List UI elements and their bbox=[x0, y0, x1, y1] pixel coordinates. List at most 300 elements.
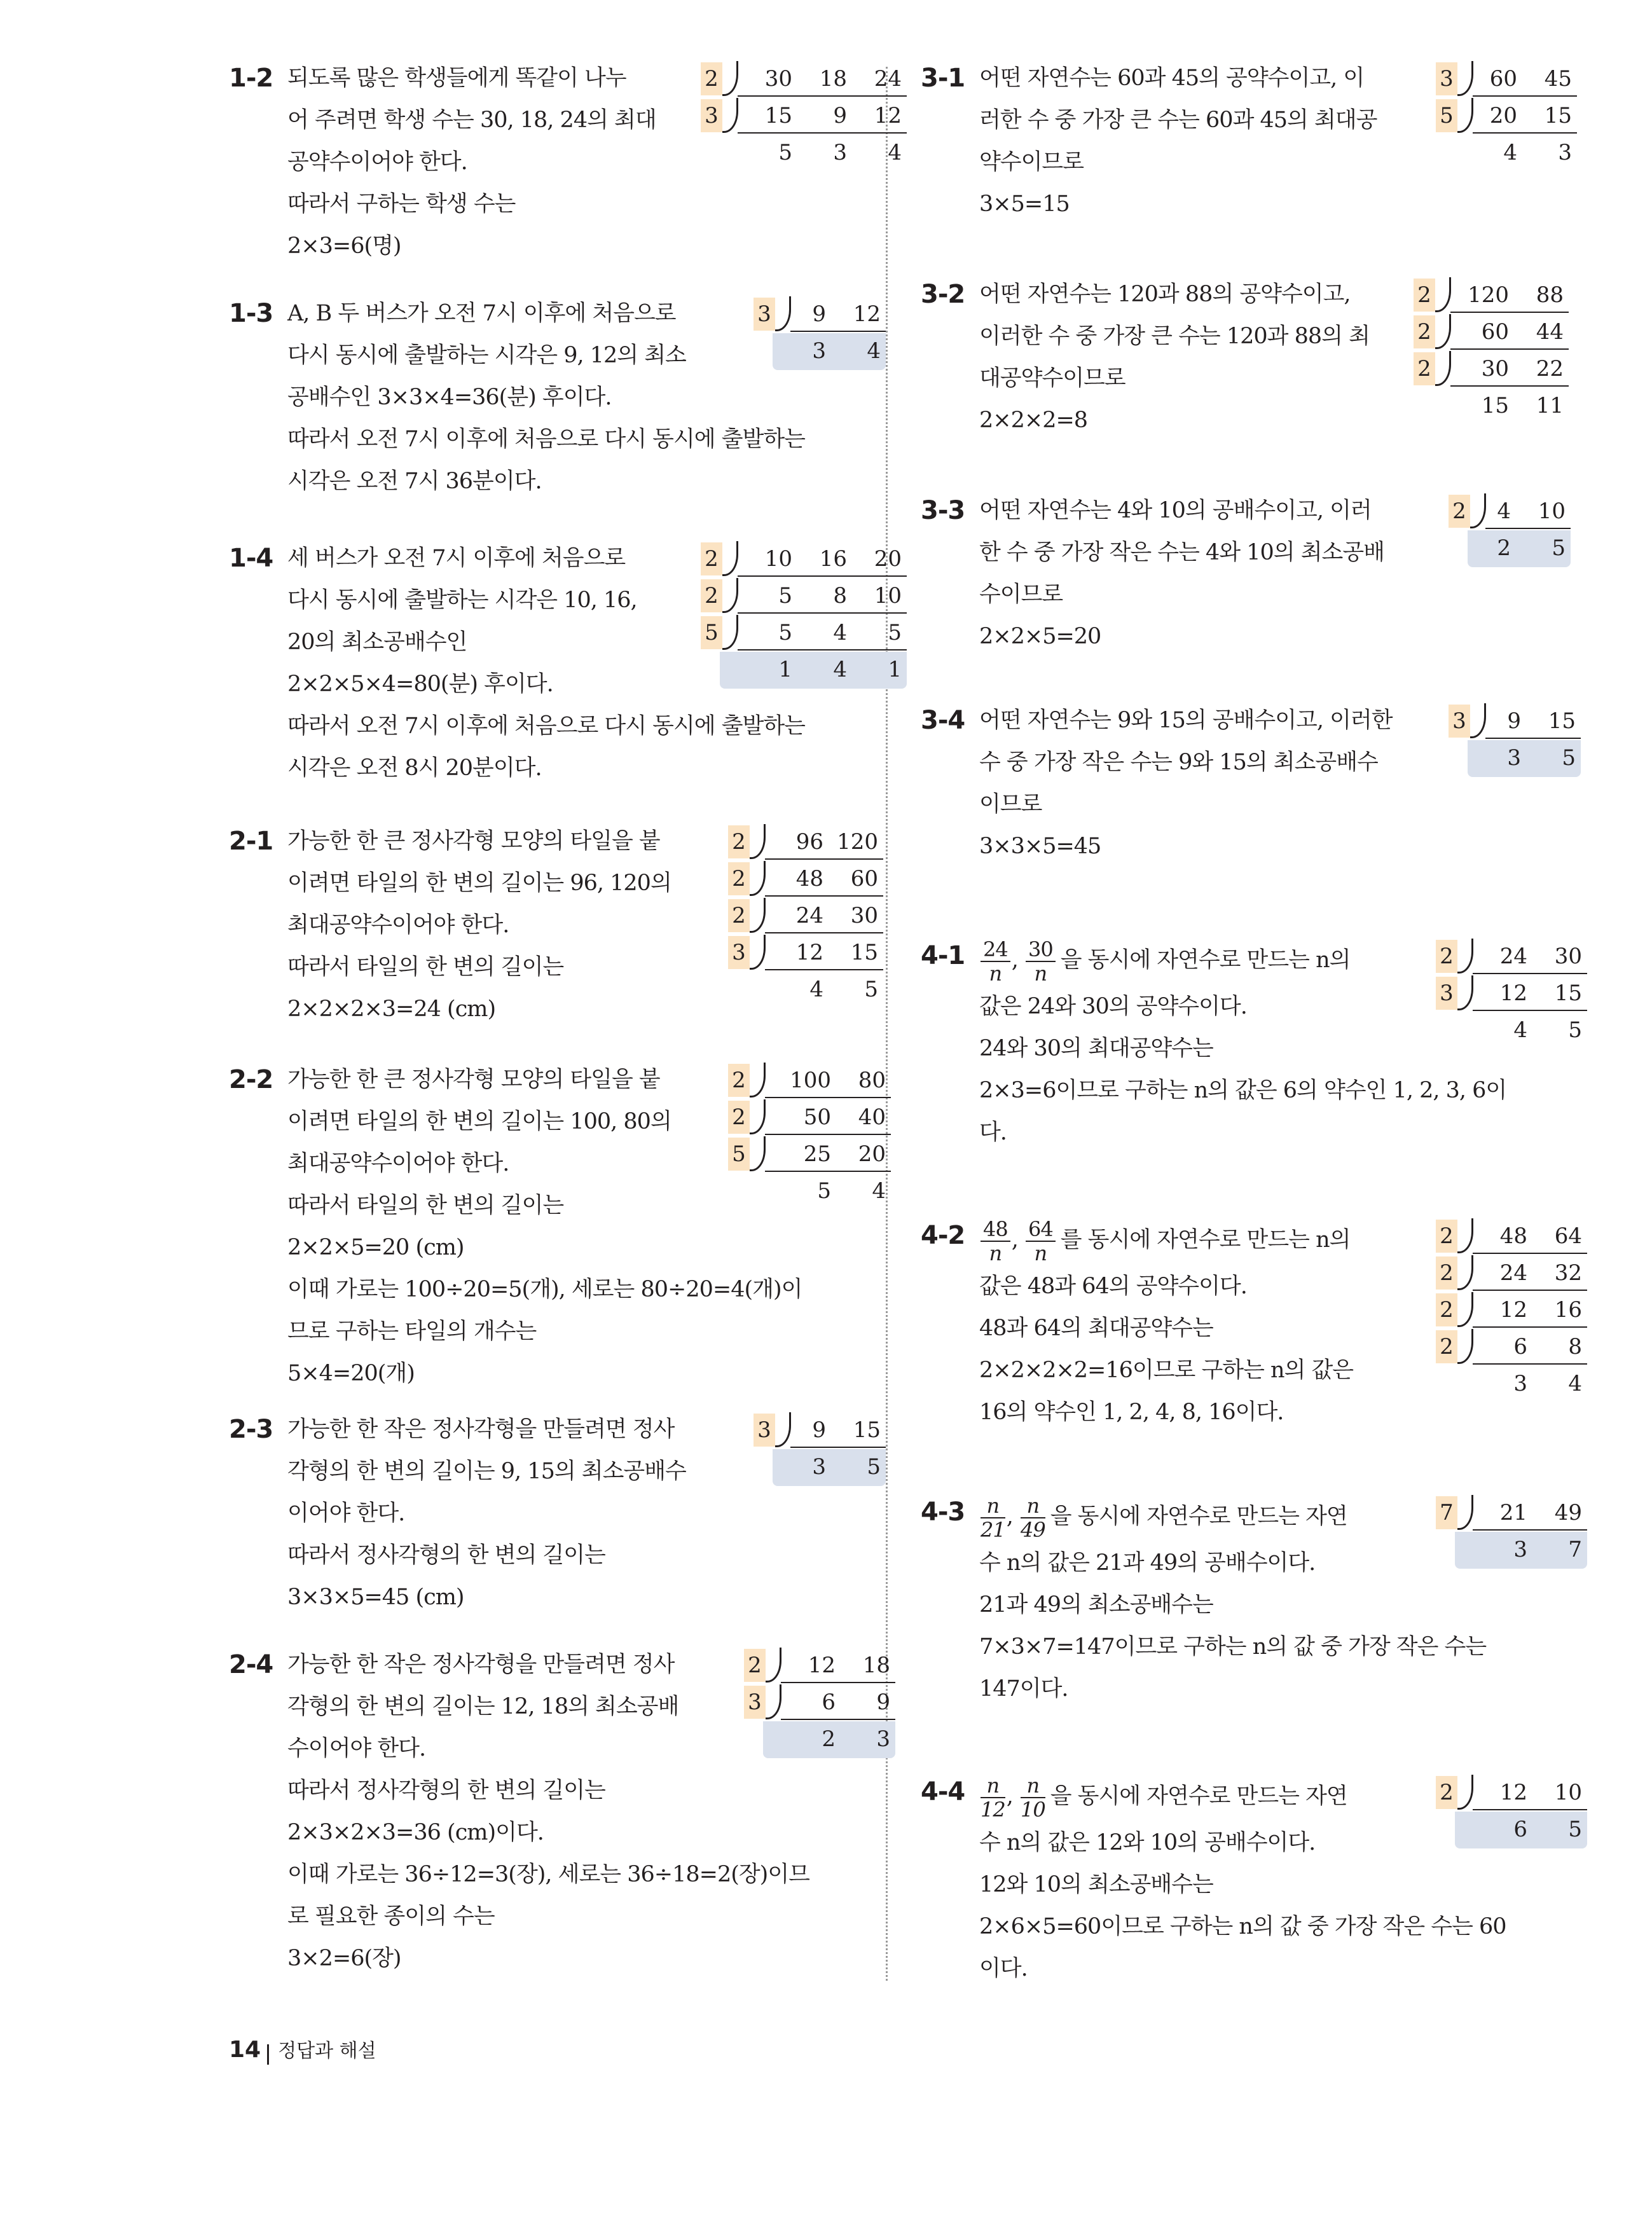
ladder-underline bbox=[765, 969, 883, 970]
solution-line: 3×3×5=45 bbox=[979, 834, 1101, 859]
solution-line: 가능한 한 작은 정사각형을 만들려면 정사 bbox=[287, 1652, 675, 1677]
ladder-result-value: 5 bbox=[867, 1454, 881, 1480]
fraction-denominator: n bbox=[989, 961, 1002, 986]
ladder-divisor: 2 bbox=[1436, 1220, 1457, 1253]
ladder-result-value: 2 bbox=[822, 1726, 836, 1752]
ladder-underline bbox=[765, 858, 883, 860]
fraction-numerator: n bbox=[1021, 1496, 1045, 1518]
problem-number: 3-3 bbox=[921, 496, 965, 525]
fraction-denominator: 10 bbox=[1020, 1797, 1045, 1822]
ladder-result-row bbox=[1414, 388, 1569, 425]
ladder-result-value: 3 bbox=[876, 1726, 890, 1752]
fraction-denominator: 49 bbox=[1020, 1517, 1045, 1542]
ladder-underline bbox=[1473, 1363, 1587, 1365]
problem-number: 3-1 bbox=[921, 64, 965, 93]
ladder-value: 48 bbox=[795, 866, 823, 891]
ladder-row bbox=[728, 898, 883, 935]
ladder-divisor: 3 bbox=[1436, 977, 1457, 1010]
ladder-divisor: 2 bbox=[744, 1649, 766, 1682]
solution-line: 한 수 중 가장 작은 수는 4와 10의 최소공배 bbox=[979, 540, 1384, 565]
ladder-value: 9 bbox=[876, 1690, 890, 1715]
ladder-bracket bbox=[750, 1063, 766, 1098]
ladder-result-row bbox=[1436, 1012, 1587, 1049]
ladder-underline bbox=[1473, 1290, 1587, 1291]
fraction-denominator: 12 bbox=[981, 1797, 1005, 1822]
ladder-value: 25 bbox=[803, 1141, 831, 1167]
ladder-underline bbox=[790, 331, 886, 332]
ladder-result-value: 15 bbox=[1481, 393, 1509, 418]
solution-line: 가능한 한 큰 정사각형 모양의 타일을 붙 bbox=[287, 1067, 660, 1092]
ladder-result-value: 5 bbox=[1562, 745, 1576, 771]
ladder-divisor: 2 bbox=[701, 62, 722, 95]
ladder-value: 60 bbox=[850, 866, 878, 891]
ladder-value: 44 bbox=[1536, 319, 1564, 345]
solution-line: 므로 구하는 타일의 개수는 bbox=[287, 1319, 537, 1344]
solution-line: 가능한 한 큰 정사각형 모양의 타일을 붙 bbox=[287, 829, 660, 854]
ladder-value: 12 bbox=[1499, 1780, 1527, 1805]
fraction-numerator: 24 bbox=[981, 939, 1010, 962]
solution-line: 세 버스가 오전 7시 이후에 처음으로 bbox=[287, 546, 626, 571]
ladder-value: 120 bbox=[837, 829, 878, 855]
ladder-value: 12 bbox=[808, 1653, 836, 1678]
ladder-result-row bbox=[1468, 740, 1581, 777]
ladder-row bbox=[754, 296, 886, 333]
ladder-division bbox=[754, 1412, 886, 1486]
solution-line: 약수이므로 bbox=[979, 149, 1084, 175]
ladder-value: 16 bbox=[1554, 1297, 1582, 1323]
ladder-result-value: 3 bbox=[812, 338, 826, 364]
ladder-bracket bbox=[750, 898, 766, 933]
ladder-underline bbox=[781, 1682, 895, 1683]
ladder-divisor: 2 bbox=[1436, 1330, 1457, 1363]
ladder-bracket bbox=[1457, 975, 1473, 1010]
ladder-result-value: 5 bbox=[778, 140, 792, 165]
ladder-division bbox=[728, 824, 883, 1008]
ladder-row bbox=[1436, 98, 1577, 135]
ladder-result-row bbox=[1436, 1366, 1587, 1403]
ladder-result-row bbox=[701, 135, 907, 172]
ladder-underline bbox=[1450, 348, 1569, 350]
solution-line: 따라서 타일의 한 변의 길이는 bbox=[287, 1193, 564, 1218]
ladder-value: 15 bbox=[1548, 708, 1576, 734]
ladder-row bbox=[728, 1136, 891, 1173]
fraction bbox=[1020, 1493, 1045, 1542]
ladder-divisor: 3 bbox=[754, 1414, 775, 1447]
ladder-underline bbox=[765, 895, 883, 897]
ladder-underline bbox=[1473, 1253, 1587, 1254]
solution-line: 수 n의 값은 21과 49의 공배수이다. bbox=[979, 1550, 1316, 1576]
ladder-result-value: 5 bbox=[1568, 1017, 1582, 1043]
solution-line: 수이므로 bbox=[979, 582, 1063, 607]
ladder-divisor: 3 bbox=[1436, 62, 1457, 95]
ladder-value: 24 bbox=[874, 66, 902, 92]
ladder-underline bbox=[738, 575, 907, 577]
ladder-value: 15 bbox=[764, 103, 792, 128]
ladder-row bbox=[701, 615, 907, 652]
ladder-result-value: 5 bbox=[1568, 1817, 1582, 1842]
solution-line: 16의 약수인 1, 2, 4, 8, 16이다. bbox=[979, 1400, 1284, 1425]
ladder-value: 80 bbox=[858, 1068, 886, 1093]
solution-line: 어떤 자연수는 120과 88의 공약수이고, bbox=[979, 282, 1351, 307]
ladder-divisor: 5 bbox=[1436, 99, 1457, 132]
ladder-value: 12 bbox=[1499, 981, 1527, 1006]
ladder-divisor: 2 bbox=[728, 1101, 750, 1134]
solution-line: 7×3×7=147이므로 구하는 n의 값 중 가장 작은 수는 bbox=[979, 1634, 1487, 1660]
solution-line: 되도록 많은 학생들에게 똑같이 나누 bbox=[287, 65, 626, 91]
ladder-divisor: 2 bbox=[728, 899, 750, 932]
solution-line: 2×2×2×2=16이므로 구하는 n의 값은 bbox=[979, 1358, 1354, 1383]
ladder-value: 60 bbox=[1481, 319, 1509, 345]
ladder-row bbox=[701, 98, 907, 135]
solution-line: 147이다. bbox=[979, 1676, 1068, 1702]
ladder-result-row bbox=[720, 652, 907, 689]
ladder-bracket bbox=[750, 861, 766, 896]
solution-line: 이어야 한다. bbox=[287, 1501, 405, 1526]
ladder-value: 96 bbox=[795, 829, 823, 855]
ladder-underline bbox=[1473, 132, 1577, 134]
solution-line: 이때 가로는 100÷20=5(개), 세로는 80÷20=4(개)이 bbox=[287, 1277, 802, 1302]
ladder-bracket bbox=[722, 615, 738, 650]
ladder-value: 4 bbox=[1497, 499, 1511, 524]
ladder-value: 10 bbox=[874, 583, 902, 609]
ladder-result-value: 4 bbox=[833, 657, 847, 682]
ladder-value: 15 bbox=[1544, 103, 1572, 128]
ladder-value: 100 bbox=[790, 1068, 831, 1093]
page-footer bbox=[229, 2035, 376, 2065]
solution-line: 12와 10의 최소공배수는 bbox=[979, 1872, 1213, 1897]
ladder-row bbox=[1436, 939, 1587, 975]
solution-line: 3×2=6(장) bbox=[287, 1946, 401, 1971]
ladder-division bbox=[754, 296, 886, 370]
ladder-row bbox=[728, 861, 883, 898]
ladder-row bbox=[1436, 1775, 1587, 1812]
ladder-value: 5 bbox=[888, 620, 902, 645]
ladder-underline bbox=[790, 1447, 886, 1448]
ladder-value: 15 bbox=[850, 940, 878, 965]
ladder-underline bbox=[765, 1097, 891, 1098]
ladder-division bbox=[728, 1063, 891, 1210]
ladder-value: 20 bbox=[1489, 103, 1517, 128]
solution-line: 어떤 자연수는 9와 15의 공배수이고, 이러한 bbox=[979, 708, 1393, 733]
fraction-numerator: 48 bbox=[981, 1219, 1010, 1242]
ladder-row bbox=[1449, 493, 1571, 530]
ladder-divisor: 2 bbox=[728, 825, 750, 858]
ladder-value: 12 bbox=[795, 940, 823, 965]
ladder-divisor: 5 bbox=[701, 616, 722, 649]
solution-line: 공배수인 3×3×4=36(분) 후이다. bbox=[287, 385, 612, 410]
ladder-result-value: 4 bbox=[809, 977, 823, 1002]
ladder-row bbox=[728, 935, 883, 972]
ladder-value: 18 bbox=[862, 1653, 890, 1678]
ladder-result-value: 4 bbox=[888, 140, 902, 165]
solution-line: $\frac{24}{n}$ , $\frac{30}{n}$ 을 동시에 자연수로 만드는 n의 bbox=[979, 935, 1539, 986]
solution-line: 가능한 한 작은 정사각형을 만들려면 정사 bbox=[287, 1417, 675, 1442]
problem-number: 2-4 bbox=[229, 1650, 273, 1679]
ladder-division bbox=[1436, 939, 1587, 1049]
solution-line: 값은 24와 30의 공약수이다. bbox=[979, 994, 1247, 1019]
ladder-value: 5 bbox=[778, 620, 792, 645]
ladder-row bbox=[1436, 975, 1587, 1012]
ladder-divisor: 2 bbox=[701, 542, 722, 575]
ladder-underline bbox=[1473, 1529, 1587, 1531]
solution-line: 2×6×5=60이므로 구하는 n의 값 중 가장 작은 수는 60 bbox=[979, 1914, 1506, 1939]
solution-text: 을 동시에 자연수로 만드는 자연 bbox=[1050, 1784, 1347, 1809]
solution-line: 이다. bbox=[979, 1956, 1028, 1981]
ladder-divisor: 2 bbox=[1414, 315, 1435, 348]
ladder-result-value: 1 bbox=[888, 657, 902, 682]
solution-line: 24와 30의 최대공약수는 bbox=[979, 1036, 1213, 1061]
solution-line: 이러한 수 중 가장 큰 수는 120과 88의 최 bbox=[979, 324, 1370, 349]
ladder-division bbox=[1414, 277, 1569, 425]
ladder-underline bbox=[738, 612, 907, 614]
solution-line: 다. bbox=[979, 1120, 1007, 1145]
ladder-result-row bbox=[728, 972, 883, 1008]
ladder-underline bbox=[1485, 528, 1571, 529]
ladder-divisor: 2 bbox=[1436, 1776, 1457, 1809]
ladder-result-value: 3 bbox=[1507, 745, 1521, 771]
footer-divider bbox=[267, 2044, 269, 2065]
ladder-bracket bbox=[1457, 1775, 1473, 1810]
solution-line: 따라서 정사각형의 한 변의 길이는 bbox=[287, 1778, 605, 1803]
fraction-denominator: n bbox=[1034, 961, 1047, 986]
ladder-value: 5 bbox=[778, 583, 792, 609]
ladder-divisor: 2 bbox=[728, 1064, 750, 1097]
solution-line: $\frac{48}{n}$ , $\frac{64}{n}$ 를 동시에 자연수로 만드는 n의 bbox=[979, 1215, 1539, 1265]
ladder-value: 9 bbox=[812, 301, 826, 327]
ladder-value: 32 bbox=[1554, 1260, 1582, 1286]
ladder-value: 8 bbox=[833, 583, 847, 609]
ladder-row bbox=[744, 1648, 895, 1684]
ladder-result-row bbox=[1455, 1532, 1587, 1569]
solution-text: 을 동시에 자연수로 만드는 자연 bbox=[1050, 1504, 1347, 1529]
ladder-bracket bbox=[1457, 1218, 1473, 1253]
ladder-row bbox=[728, 824, 883, 861]
ladder-bracket bbox=[750, 1136, 766, 1171]
ladder-result-row bbox=[773, 1449, 886, 1486]
ladder-division bbox=[1449, 703, 1581, 777]
ladder-value: 12 bbox=[874, 103, 902, 128]
solution-line: 로 필요한 종이의 수는 bbox=[287, 1904, 495, 1929]
fraction-denominator: n bbox=[1034, 1241, 1047, 1265]
fraction bbox=[981, 1775, 1005, 1820]
solution-line: 2×2×5=20 (cm) bbox=[287, 1235, 464, 1260]
ladder-value: 9 bbox=[833, 103, 847, 128]
ladder-value: 20 bbox=[874, 546, 902, 572]
ladder-row bbox=[744, 1684, 895, 1721]
ladder-row bbox=[701, 61, 907, 98]
fraction bbox=[981, 1493, 1005, 1542]
ladder-value: 9 bbox=[812, 1417, 826, 1443]
ladder-value: 30 bbox=[764, 66, 792, 92]
ladder-divisor: 3 bbox=[744, 1686, 766, 1719]
solution-line: $\frac{n}{12}$ , $\frac{n}{10}$ 을 동시에 자연수로 만드는 자연 bbox=[981, 1773, 1347, 1822]
ladder-division bbox=[701, 61, 907, 172]
ladder-row bbox=[1414, 314, 1569, 351]
ladder-bracket bbox=[1435, 351, 1451, 386]
ladder-bracket bbox=[1435, 314, 1451, 349]
solution-line: 러한 수 중 가장 큰 수는 60과 45의 최대공 bbox=[979, 107, 1377, 133]
solution-text: 를 동시에 자연수로 만드는 n의 bbox=[1060, 1227, 1351, 1253]
ladder-divisor: 3 bbox=[754, 298, 775, 331]
ladder-underline bbox=[738, 132, 907, 134]
fraction-numerator: n bbox=[981, 1775, 1005, 1798]
ladder-divisor: 3 bbox=[728, 936, 750, 969]
fraction-denominator: 21 bbox=[981, 1517, 1005, 1542]
ladder-underline bbox=[781, 1719, 895, 1720]
ladder-underline bbox=[1450, 312, 1569, 313]
solution-line: 이때 가로는 36÷12=3(장), 세로는 36÷18=2(장)이므 bbox=[287, 1862, 809, 1887]
ladder-result-value: 4 bbox=[1503, 140, 1517, 165]
ladder-row bbox=[701, 578, 907, 615]
solution-line: 따라서 오전 7시 이후에 처음으로 다시 동시에 출발하는 bbox=[287, 713, 805, 739]
solution-line: 20의 최소공배수인 bbox=[287, 630, 467, 655]
fraction-numerator: n bbox=[1021, 1775, 1045, 1798]
fraction bbox=[1026, 1216, 1056, 1265]
solution-line: 어 주려면 학생 수는 30, 18, 24의 최대 bbox=[287, 107, 656, 133]
fraction-numerator: n bbox=[981, 1496, 1005, 1518]
ladder-underline bbox=[1473, 1010, 1587, 1011]
ladder-bracket bbox=[1470, 703, 1486, 738]
ladder-value: 30 bbox=[1481, 356, 1509, 382]
solution-line: 2×3×2×3=36 (cm)이다. bbox=[287, 1820, 544, 1845]
ladder-bracket bbox=[722, 541, 738, 576]
ladder-divisor: 7 bbox=[1436, 1496, 1457, 1529]
ladder-result-value: 4 bbox=[1568, 1371, 1582, 1396]
ladder-bracket bbox=[750, 1099, 766, 1134]
ladder-row bbox=[1414, 277, 1569, 314]
ladder-row bbox=[728, 1099, 891, 1136]
problem-number: 4-4 bbox=[921, 1777, 965, 1807]
ladder-division bbox=[701, 541, 907, 689]
ladder-result-value: 3 bbox=[833, 140, 847, 165]
problem-number: 1-4 bbox=[229, 544, 273, 573]
ladder-divisor: 2 bbox=[701, 579, 722, 612]
ladder-value: 10 bbox=[1538, 499, 1566, 524]
fraction-denominator: n bbox=[989, 1241, 1002, 1265]
ladder-row bbox=[1436, 1292, 1587, 1329]
solution-line: 수이어야 한다. bbox=[287, 1736, 426, 1761]
ladder-value: 60 bbox=[1489, 66, 1517, 92]
solution-line: A, B 두 버스가 오전 7시 이후에 처음으로 bbox=[287, 301, 676, 326]
ladder-division bbox=[1449, 493, 1571, 567]
ladder-bracket bbox=[1457, 939, 1473, 974]
problem-number: 3-2 bbox=[921, 280, 965, 309]
ladder-divisor: 2 bbox=[1414, 279, 1435, 312]
ladder-value: 15 bbox=[1554, 981, 1582, 1006]
ladder-underline bbox=[1450, 385, 1569, 387]
ladder-divisor: 3 bbox=[701, 99, 722, 132]
ladder-value: 24 bbox=[795, 903, 823, 928]
ladder-value: 15 bbox=[853, 1417, 881, 1443]
ladder-underline bbox=[1473, 1326, 1587, 1328]
ladder-row bbox=[1449, 703, 1581, 740]
ladder-bracket bbox=[1457, 1255, 1473, 1290]
solution-line: 각형의 한 변의 길이는 9, 15의 최소공배수 bbox=[287, 1459, 686, 1484]
ladder-value: 6 bbox=[1513, 1334, 1527, 1359]
ladder-result-row bbox=[1436, 135, 1577, 172]
ladder-value: 88 bbox=[1536, 282, 1564, 308]
fraction-numerator: 64 bbox=[1026, 1219, 1056, 1242]
solution-line: 따라서 오전 7시 이후에 처음으로 다시 동시에 출발하는 bbox=[287, 427, 805, 452]
solution-line: 21과 49의 최소공배수는 bbox=[979, 1592, 1213, 1618]
solution-line: 2×2×5=20 bbox=[979, 624, 1101, 649]
ladder-bracket bbox=[1457, 1292, 1473, 1327]
solution-line: 따라서 정사각형의 한 변의 길이는 bbox=[287, 1543, 605, 1568]
ladder-value: 22 bbox=[1536, 356, 1564, 382]
problem-number: 4-3 bbox=[921, 1497, 965, 1527]
solution-line: 2×2×5×4=80(분) 후이다. bbox=[287, 671, 553, 697]
footer-label: 정답과 해설 bbox=[278, 2040, 376, 2062]
ladder-result-value: 3 bbox=[1513, 1537, 1527, 1562]
ladder-divisor: 2 bbox=[1436, 940, 1457, 973]
ladder-bracket bbox=[1435, 277, 1451, 312]
ladder-result-row bbox=[1468, 530, 1571, 567]
ladder-bracket bbox=[1457, 98, 1473, 133]
solution-line: 각형의 한 변의 길이는 12, 18의 최소공배 bbox=[287, 1694, 679, 1719]
ladder-value: 18 bbox=[819, 66, 847, 92]
ladder-bracket bbox=[775, 296, 791, 331]
solution-line: 따라서 타일의 한 변의 길이는 bbox=[287, 954, 564, 980]
ladder-bracket bbox=[1470, 493, 1486, 528]
ladder-value: 64 bbox=[1554, 1223, 1582, 1249]
ladder-value: 30 bbox=[850, 903, 878, 928]
fraction bbox=[1026, 939, 1056, 984]
ladder-value: 9 bbox=[1507, 708, 1521, 734]
solution-line: 2×3=6(명) bbox=[287, 233, 401, 259]
ladder-underline bbox=[738, 95, 907, 97]
solution-line: 이려면 타일의 한 변의 길이는 100, 80의 bbox=[287, 1109, 671, 1134]
ladder-value: 50 bbox=[803, 1105, 831, 1130]
fraction bbox=[1021, 1775, 1045, 1820]
solution-line: 따라서 구하는 학생 수는 bbox=[287, 191, 516, 217]
ladder-result-value: 5 bbox=[817, 1178, 831, 1204]
problem-number: 4-2 bbox=[921, 1221, 965, 1250]
ladder-value: 24 bbox=[1499, 1260, 1527, 1286]
problem-number: 3-4 bbox=[921, 706, 965, 735]
ladder-row bbox=[728, 1063, 891, 1099]
ladder-value: 12 bbox=[853, 301, 881, 327]
fraction-numerator: 30 bbox=[1026, 939, 1056, 962]
ladder-result-row bbox=[763, 1721, 895, 1758]
ladder-result-value: 3 bbox=[1513, 1371, 1527, 1396]
solution-line: 어떤 자연수는 4와 10의 공배수이고, 이러 bbox=[979, 498, 1372, 523]
solution-line: 다시 동시에 출발하는 시각은 10, 16, bbox=[287, 588, 637, 613]
solution-line: 수 n의 값은 12와 10의 공배수이다. bbox=[979, 1830, 1316, 1855]
ladder-bracket bbox=[722, 98, 738, 133]
ladder-result-value: 6 bbox=[1513, 1817, 1527, 1842]
ladder-row bbox=[1436, 1255, 1587, 1292]
ladder-division bbox=[1436, 1218, 1587, 1403]
ladder-divisor: 5 bbox=[728, 1138, 750, 1171]
solution-text: 을 동시에 자연수로 만드는 n의 bbox=[1060, 947, 1351, 973]
solution-line: 어떤 자연수는 60과 45의 공약수이고, 이 bbox=[979, 65, 1365, 91]
ladder-divisor: 2 bbox=[1449, 495, 1470, 528]
ladder-divisor: 2 bbox=[728, 862, 750, 895]
solution-line: 2×2×2=8 bbox=[979, 408, 1088, 433]
ladder-divisor: 2 bbox=[1414, 352, 1435, 385]
ladder-bracket bbox=[750, 935, 766, 970]
ladder-value: 30 bbox=[1554, 944, 1582, 969]
problem-number: 2-3 bbox=[229, 1415, 273, 1444]
ladder-result-value: 4 bbox=[872, 1178, 886, 1204]
ladder-result-value: 2 bbox=[1497, 535, 1511, 561]
ladder-divisor: 3 bbox=[1449, 705, 1470, 738]
ladder-bracket bbox=[766, 1684, 781, 1719]
ladder-row bbox=[1436, 1218, 1587, 1255]
ladder-value: 10 bbox=[764, 546, 792, 572]
solution-line: 시각은 오전 8시 20분이다. bbox=[287, 755, 542, 781]
ladder-result-row bbox=[728, 1173, 891, 1210]
